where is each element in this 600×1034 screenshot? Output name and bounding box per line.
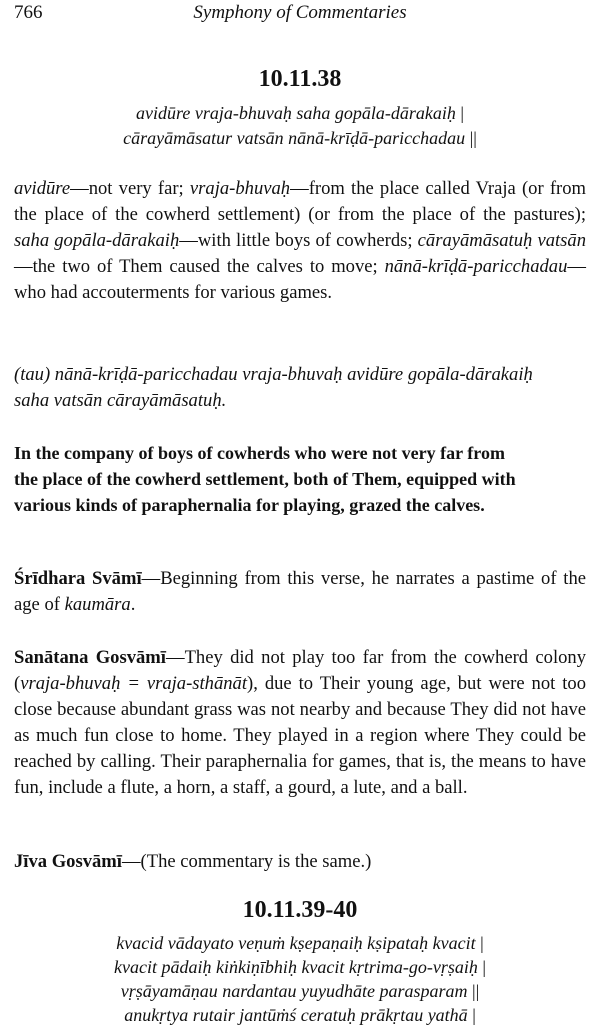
commentary-sridhara xyxy=(14,566,586,618)
verse-line-end: || xyxy=(469,128,477,148)
word-term: avidūre xyxy=(14,178,71,199)
anvaya-line: saha vatsān cārayāmāsatuḥ. xyxy=(14,390,227,411)
verse-line xyxy=(0,933,600,954)
commentator-name: Jīva Gosvāmī xyxy=(14,851,122,872)
translation xyxy=(14,440,586,518)
verse-line-end: | xyxy=(472,1005,476,1025)
verse-number: 10.11.39-40 xyxy=(242,897,358,923)
running-head xyxy=(14,2,586,26)
commentator-name: Śrīdhara Svāmī xyxy=(14,568,142,589)
verse-line-end: | xyxy=(482,957,487,977)
verse-line xyxy=(0,981,600,1002)
word-meaning: who had accouterments for various games. xyxy=(14,282,333,303)
commentator-name: Sanātana Gosvāmī xyxy=(14,647,166,668)
commentary-text: —They did not play too far from the cowherd colony ( xyxy=(14,647,587,694)
word-meaning: from the place called Vraja (or from the place of the cowherd settlement) (or from the place of the pastures); xyxy=(14,178,586,225)
word-meaning: not very far; xyxy=(88,178,184,199)
running-title: Symphony of Commentaries xyxy=(193,2,407,23)
commentary-italic: vraja-bhuvaḥ = vraja-sthānāt xyxy=(20,673,248,694)
translation-line: various kinds of paraphernalia for playing, grazed the calves. xyxy=(14,495,485,515)
verse-line-text: kvacit pādaiḥ kiṅkiṇībhiḥ kvacit kṛtrima-go-vṛṣaiḥ xyxy=(113,957,478,977)
commentary-text: ), due to Their young age, but were not too close because abundant grass was not nearby and because They did not have as much fun close to home. They played in a region where They could be reached by calling. Their paraphernalia for games, that is, the means to have fun, include a flute, a horn, a staff, a gourd, a lute, and a ball. xyxy=(14,673,586,798)
word-term: saha gopāla-dārakaiḥ xyxy=(14,230,180,251)
verse-line-end: || xyxy=(472,981,480,1001)
verse-line-text: vṛṣāyamāṇau nardantau yuyudhāte parasparam xyxy=(120,981,468,1001)
commentary-text: —Beginning from this verse, he narrates a pastime of the age of xyxy=(14,568,587,615)
word-meaning: with little boys of cowherds; xyxy=(197,230,413,251)
translation-line: In the company of boys of cowherds who were not very far from xyxy=(14,443,505,463)
translation-line: the place of the cowherd settlement, both of Them, equipped with xyxy=(14,469,516,489)
commentary-sanatana xyxy=(14,645,586,801)
commentary-italic: kaumāra xyxy=(64,594,131,615)
verse-line-text: kvacid vādayato veṇuṁ kṣepaṇaiḥ kṣipataḥ kvacit xyxy=(116,933,476,953)
verse-line xyxy=(0,103,600,124)
verse-line-text: anukṛtya rutair jantūṁś ceratuḥ prākṛtau yathā xyxy=(124,1005,468,1025)
word-term: vraja-bhuvaḥ xyxy=(189,178,291,199)
verse-number: 10.11.38 xyxy=(258,66,342,92)
verse-line-text: avidūre vraja-bhuvaḥ saha gopāla-dārakaiḥ xyxy=(136,103,456,123)
verse-line-end: | xyxy=(460,103,464,123)
verse-line xyxy=(0,128,600,149)
verse-line xyxy=(0,957,600,978)
commentary-text: —(The commentary is the same.) xyxy=(121,851,372,872)
anvaya-line: (tau) nānā-krīḍā-paricchadau vraja-bhuvaḥ avidūre gopāla-dārakaiḥ xyxy=(14,364,533,385)
verse-line xyxy=(0,1005,600,1026)
page-number: 766 xyxy=(14,2,43,23)
anvaya xyxy=(14,362,586,414)
word-term: nānā-krīḍā-paricchadau xyxy=(384,256,568,277)
verse-line-end: | xyxy=(480,933,484,953)
verse-line-text: cārayāmāsatur vatsān nānā-krīḍā-paricchadau xyxy=(123,128,466,148)
word-meanings: avidūre—not very far; vraja-bhuvaḥ—from the place called Vraja (or from the place of the cowherd settlement) (or from the place of the pastures); saha gopāla-dārakaiḥ—with little boys of cowherds; cārayāmāsatuḥ vatsān—the two of Them caused the calves to move; nānā-krīḍā-paricchadau—who had accouterments for various games. xyxy=(14,178,586,303)
commentary-text: . xyxy=(130,594,136,615)
commentary-jiva xyxy=(14,849,586,875)
word-term: cārayāmāsatuḥ vatsān xyxy=(417,230,586,251)
word-meaning: the two of Them caused the calves to move; xyxy=(32,256,378,277)
